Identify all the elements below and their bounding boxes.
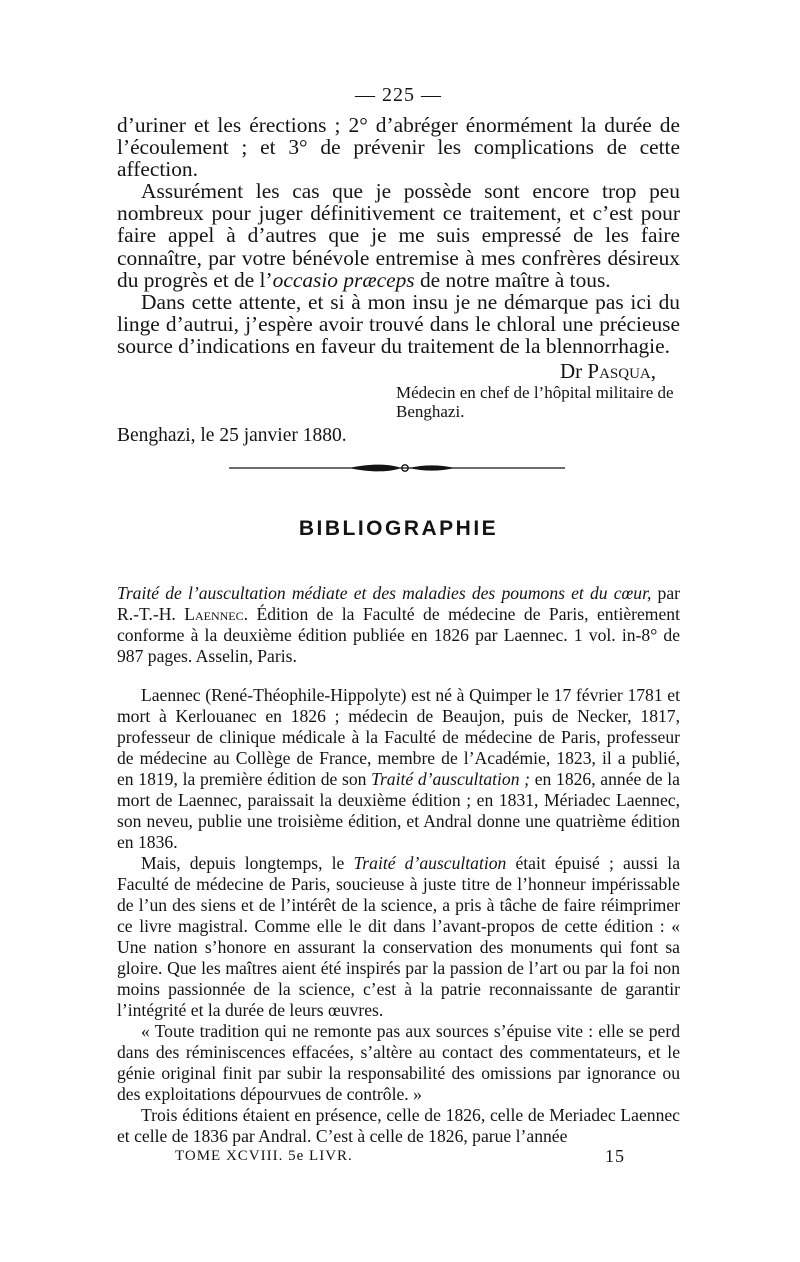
dateline: Benghazi, le 25 janvier 1880. [117,425,347,447]
paragraph: Trois éditions étaient en présence, celle de 1826, celle de Meriadec Laennec et celle de 1836 par Andral. C’est à celle de 1826, parue l’année [117,1105,680,1147]
signature-name [117,359,656,383]
paragraph-text: Assurément les cas que je possède sont encore trop peu nombreux pour juger définitivement ce traitement, et c’est pour faire appel à d’autres que je me suis empressé de les faire connaître, par votre bénévole entremise à mes confrères désireux du progrès et de l’ [117,179,680,292]
paragraph: « Toute tradition qui ne remonte pas aux sources s’épuise vite : elle se perd dans des réminiscences effacées, s’altère au contact des commentateurs, et le génie original finit par subir la responsabilité des omissions par ignorance ou des exploitations dépourvues de contrôle. » [117,1021,680,1105]
section-title: BIBLIOGRAPHIE [298,517,499,541]
title-prefix: Dr [559,359,583,384]
paragraph-text: en 1826, année de la mort de Laennec, paraissait la deuxième édition ; en 1831, Mériadec Laennec, son neveu, publie une troisième édition, et Andral donne une quatrième édition en 1836. [117,769,680,853]
paragraph-continuation: d’uriner et les érections ; 2° d’abréger énormément la durée de l’écoulement ; et 3° de prévenir les complications de cette affection. [117,113,680,182]
book-title: Traité de l’auscultation médiate et des maladies des poumons et du cœur, [117,583,652,604]
bibliographic-entry [117,583,680,667]
page-footer [175,1148,625,1168]
book-author: R.-T.-H. Laennec. [117,604,249,625]
author-name: Pasqua, [587,359,656,384]
entry-text: par [651,583,680,604]
entry-text: Édition de la Faculté de médecine de Paris, entièrement conforme à la deuxième édition publiée en 1826 par Laennec. 1 vol. in-8° de 987 pages. Asselin, Paris. [117,604,680,667]
paragraph [117,685,680,853]
book-title-inline: Traité d’auscultation [353,853,507,874]
page-number: — 225 — [355,84,442,106]
paragraph: Dans cette attente, et si à mon insu je ne démarque pas ici du linge d’autrui, j’espère avoir trouvé dans le chloral une précieuse source d’indications en faveur du traitement de la blennorrhagie. [117,289,680,358]
paragraph [117,853,680,1021]
page-body [117,84,680,1147]
paragraph-text: Laennec (René-Théophile-Hippolyte) est né à Quimper le 17 février 1781 et mort à Kerlouanec en 1826 ; médecin de Beaujon, puis de Necker, 1817, professeur de clinique médicale à la Faculté de médecine de Paris, professeur de médecine au Collège de France, membre de l’Académie, 1823, il a publié, en 1819, la première édition de son [117,685,680,790]
paragraph-text: Mais, depuis longtemps, le [141,853,354,874]
paragraph [117,180,680,290]
book-title-inline: Traité d’auscultation ; [371,769,531,790]
ornamental-divider [229,462,565,474]
latin-phrase: occasio præceps [272,267,415,292]
paragraph-text: de notre maître à tous. [414,267,611,292]
volume-signature: TOME XCVIII. 5e LIVR. [175,1148,353,1164]
paragraph-text: était épuisé ; aussi la Faculté de médecine de Paris, soucieuse à juste titre de l’honneur impérissable de l’un des siens et de l’intérêt de la science, a pris à tâche de faire réimprimer ce livre magistral. Comme elle le dit dans l’avant-propos de cette édition : « Une nation s’honore en assurant la conservation des monuments qui font sa gloire. Que les maîtres aient été inspirés par la passion de l’art ou par la foi non moins passionnée de la science, c’est à la patrie reconnaissante de garantir l’intégrité et la durée de leurs œuvres. [117,853,681,1021]
signature-role: Médecin en chef de l’hôpital militaire de Benghazi. [396,383,674,422]
sheet-number: 15 [605,1146,625,1166]
